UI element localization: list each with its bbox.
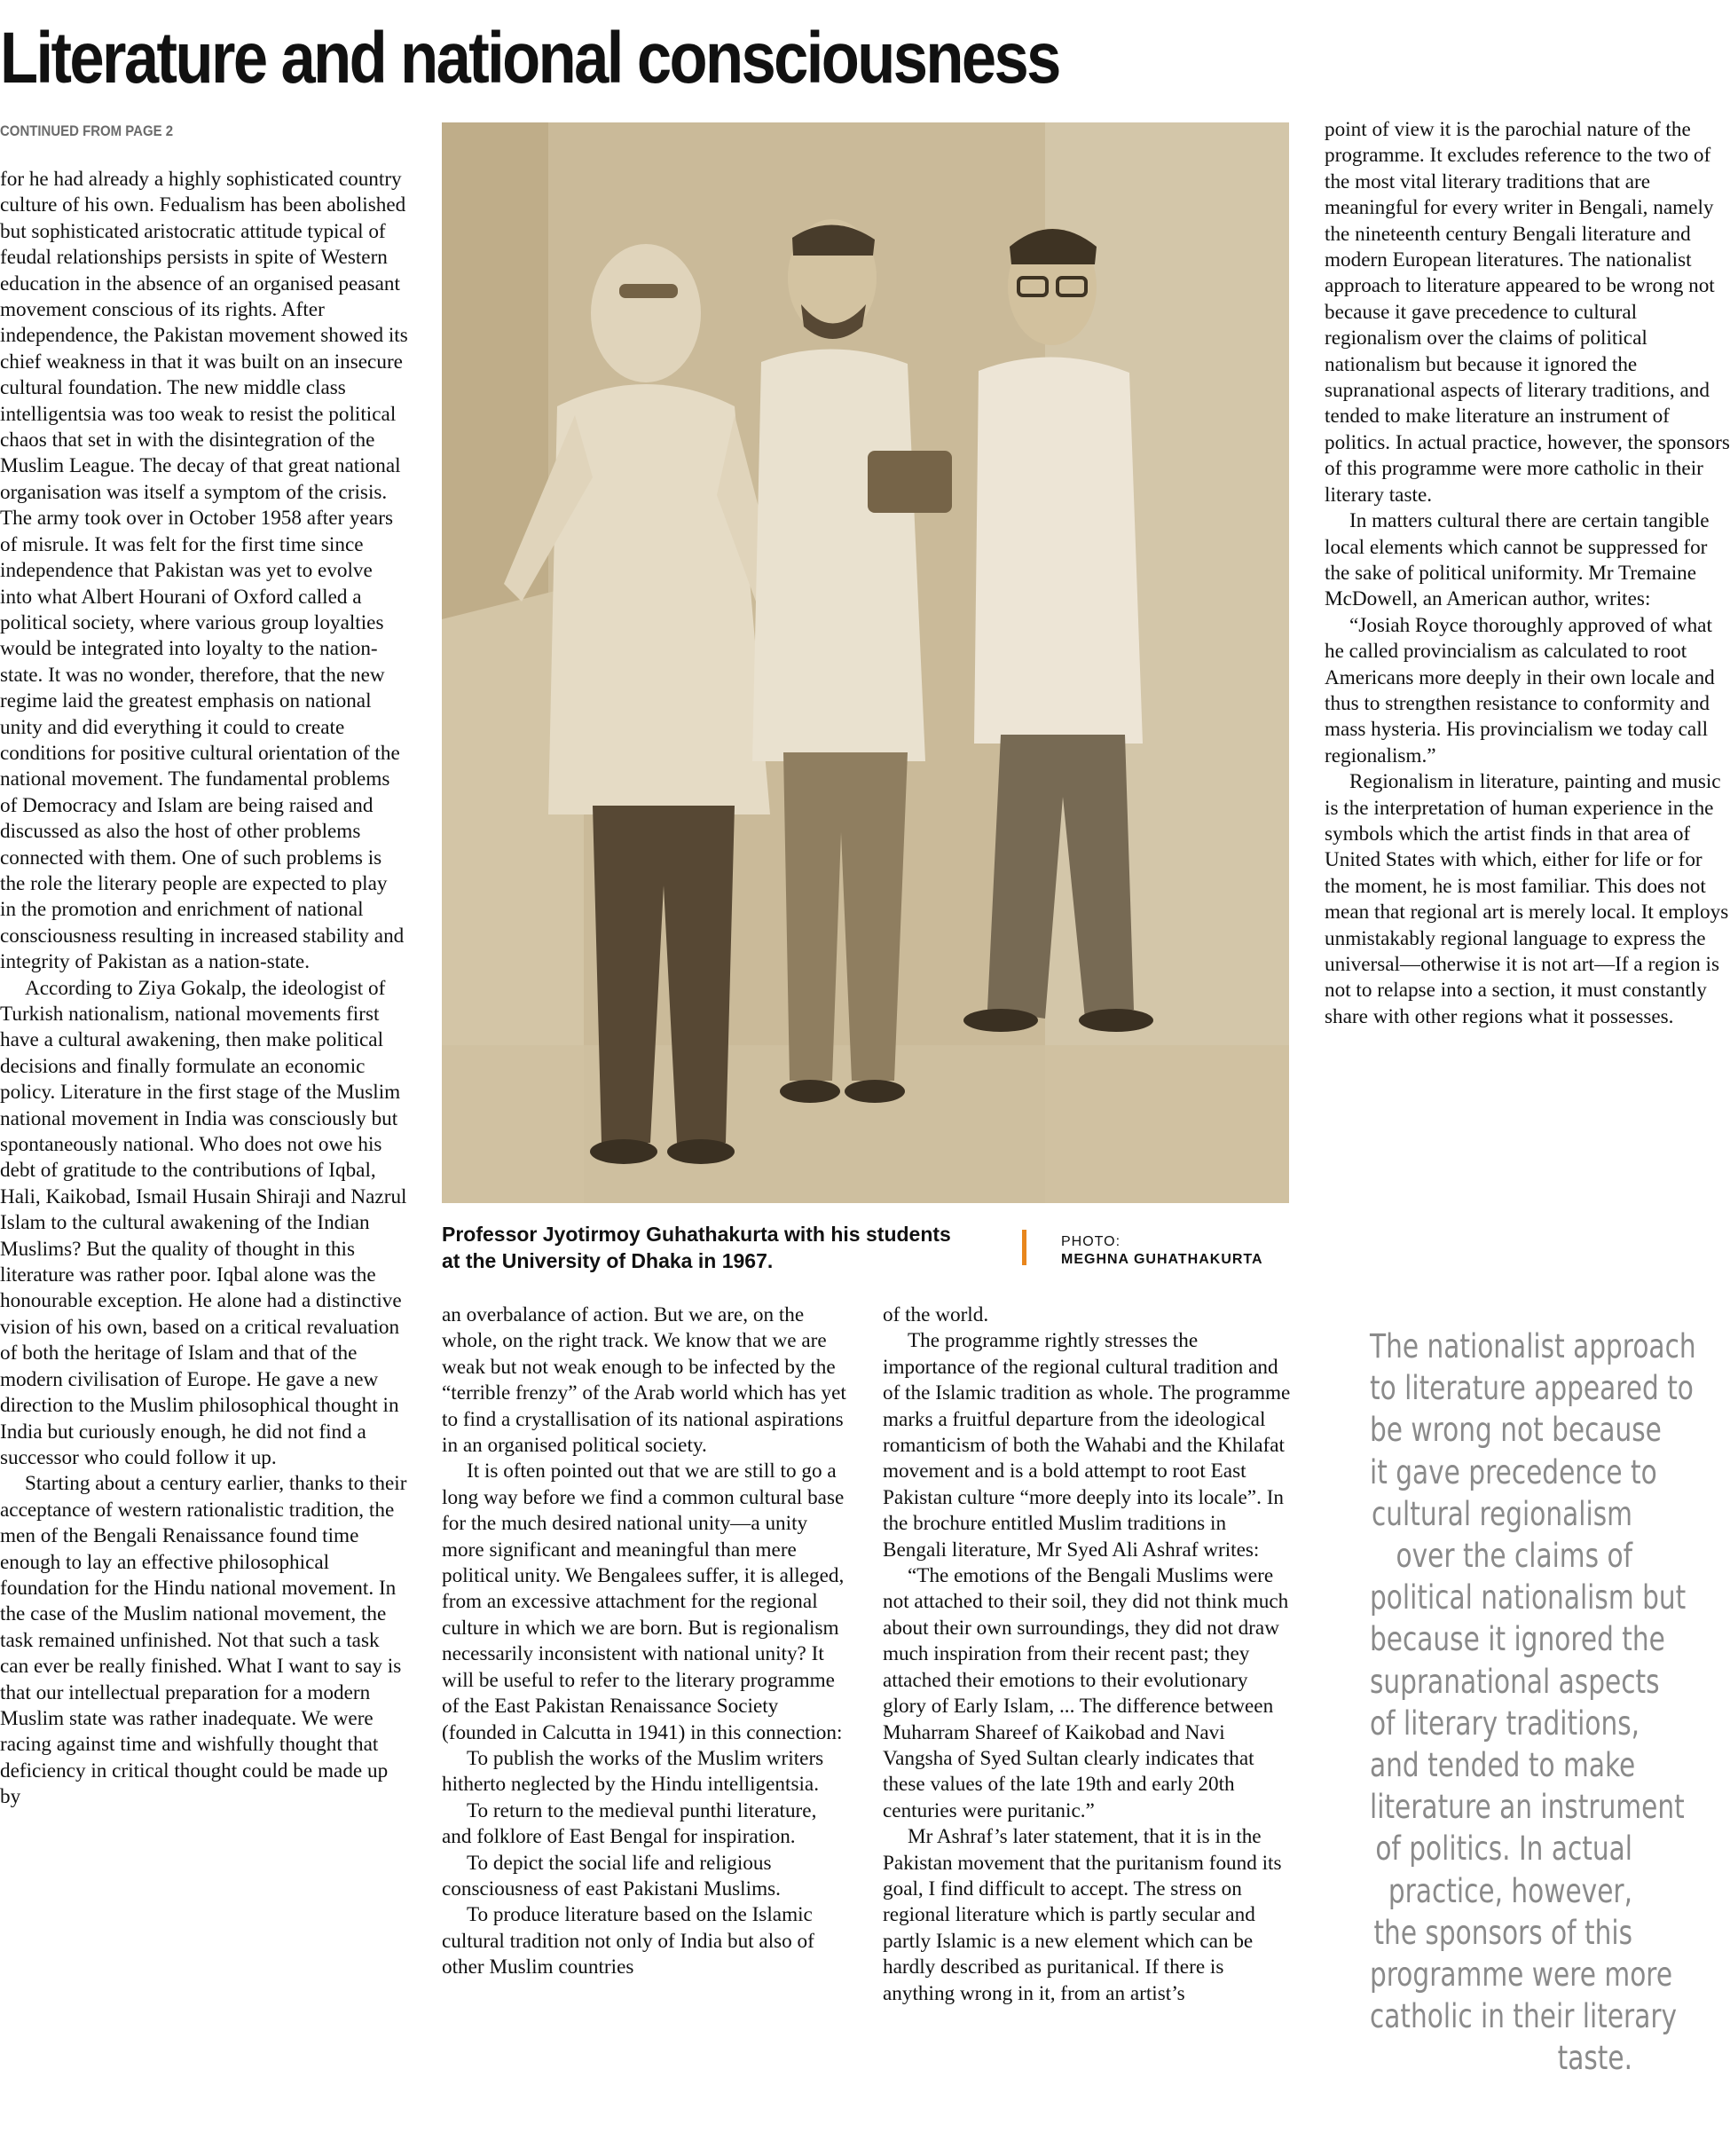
pull-quote-line: The nationalist approach (1370, 1327, 1696, 1365)
paragraph: Regionalism in literature, painting and music is the interpretation of human experience in the symbols which the artist finds in that area of United States with which, either for life or for the moment, he is most familiar. This does not mean that regional art is merely local. It employs unmistakably regional language to express the universal—otherwise it is not art—If a region is not to relapse into a section, it must constantly share with other regions what it possesses. (1325, 770, 1729, 1028)
paragraph: To produce literature based on the Islamic cultural tradition not only of India but also of other Muslim countries (442, 1903, 814, 1979)
credit-name: MEGHNA GUHATHAKURTA (1061, 1252, 1263, 1267)
pull-quote-line: the sponsors of this (1373, 1913, 1632, 1952)
pull-quote-line: and tended to make (1370, 1746, 1636, 1785)
paragraph: “The emotions of the Bengali Muslims were not attached to their soil, they did not think much about their own surroundings, they did not draw much inspiration from their recent past; they attached their emotions to their evolutionary glory of Early Islam, ... The difference between Muharram Shareef of Kaikobad and Navi Vangsha of Syed Sultan clearly indicates that these values of the late 19th and early 20th centuries were puritanic.” (883, 1564, 1289, 1822)
pull-quote-line: to literature appeared to (1370, 1369, 1694, 1408)
paragraph: for he had already a highly sophisticated country culture of his own. Fedualism has been abolished but sophisticated aristocratic attitude typical of feudal relationships persists in spite of Western education in the absence of an organised peasant movement conscious of its rights. After independence, the Pakistan movement showed its chief weakness in that it was built on an insecure cultural foundation. The new middle class intelligentsia was too weak to resist the political chaos that set in with the disintegration of the Muslim League. The decay of that great national organisation was itself a symptom of the crisis. The army took over in October 1958 after years of misrule. It was felt for the first time since independence that Pakistan was yet to evolve into what Albert Hourani of Oxford called a political society, where various group loyalties would be integrated into loyalty to the nation-state. It was no wonder, therefore, that the new regime laid the greatest emphasis on national unity and did everything it could to create conditions for positive cultural orientation of the national movement. The fundamental problems of Democracy and Islam are being raised and discussed as also the host of other problems connected with them. One of such problems is the role the literary people are expected to play in the promotion and enrichment of national consciousness resulting in increased stability and integrity of Pakistan as a nation-state. (0, 168, 408, 974)
article-column-1 (0, 167, 408, 2156)
pull-quote-line: cultural regionalism (1371, 1494, 1632, 1533)
credit-label: PHOTO: (1061, 1234, 1121, 1249)
paragraph: To depict the social life and religious consciousness of east Pakistani Muslims. (442, 1851, 781, 1900)
photo-illustration (442, 122, 1289, 1203)
headline: Literature and national consciousness (0, 18, 1059, 98)
pull-quote-line: taste. (1557, 2039, 1632, 2078)
paragraph: The programme rightly stresses the importance of the regional cultural tradition and of the Islamic tradition as whole. The programme marks a fruitful departure from the ideological romanticism of both the Wahabi and the Khilafat movement and is a bold attempt to root East Pakistan culture “more deeply into its locale”. In the brochure entitled Muslim traditions in Bengali literature, Mr Syed Ali Ashraf writes: (883, 1329, 1291, 1562)
paragraph: of the world. (883, 1303, 989, 1326)
caption-line: Professor Jyotirmoy Guhathakurta with his students (442, 1223, 951, 1246)
pull-quote-line: practice, however, (1388, 1871, 1632, 1910)
pull-quote-line: it gave precedence to (1370, 1452, 1657, 1491)
paragraph: To return to the medieval punthi literature, and folklore of East Bengal for inspiration. (442, 1798, 817, 1849)
pull-quote-line: political nationalism but (1370, 1578, 1687, 1617)
photo-credit (1061, 1233, 1263, 1269)
pull-quote-line: of politics. In actual (1375, 1829, 1632, 1869)
paragraph: “Josiah Royce thoroughly approved of what he called provincialism as calculated to root Americans more deeply in their own locale and thus to strengthen resistance to conformity and mass hysteria. His provincialism we today call regionalism.” (1325, 613, 1715, 767)
pull-quote-line: programme were more (1370, 1955, 1673, 1995)
paragraph: According to Ziya Gokalp, the ideologist of Turkish nationalism, national movements first have a cultural awakening, then make political decisions and finally formulate an economic policy. Literature in the first stage of the Muslim national movement in India was consciously but spontaneously national. Who does not owe his debt of gratitude to the contributions of Iqbal, Hali, Kaikobad, Ismail Husain Shiraji and Nazrul Islam to the cultural awakening of the Indian Muslims? But the quality of thought in this literature was rather poor. Iqbal alone was the honourable exception. He alone had a distinctive vision of his own, based on a critical revaluation of both the heritage of Islam and that of the modern civilisation of Europe. He gave a new direction to the Muslim philosophical thought in India but curiously enough, he did not find a successor who could follow it up. (0, 976, 407, 1469)
continued-from-label: CONTINUED FROM PAGE 2 (0, 122, 174, 139)
pull-quote-line: of literary traditions, (1370, 1704, 1640, 1743)
article-column-3 (883, 1302, 1293, 2156)
pull-quote-line: supranational aspects (1370, 1662, 1660, 1701)
paragraph: point of view it is the parochial nature of the programme. It excludes reference to the two of the most vital literary traditions that are meaningful for every writer in Bengali, namely the nineteenth century Bengali literature and modern European literatures. The nationalist approach to literature appeared to be wrong not because it gave precedence to cultural regionalism over the claims of political nationalism but because it ignored the supranational aspects of literary traditions, and tended to make literature an instrument of politics. In actual practice, however, the sponsors of this programme were more catholic in their literary taste. (1325, 118, 1730, 507)
pull-quote-line: catholic in their literary (1370, 1997, 1678, 2036)
paragraph: To publish the works of the Muslim writers hitherto neglected by the Hindu intelligentsia. (442, 1746, 824, 1797)
article-column-2 (442, 1302, 850, 2156)
pull-quote-line: literature an instrument (1370, 1788, 1685, 1827)
pull-quote-line: over the claims of (1396, 1537, 1632, 1576)
caption-line: at the University of Dhaka in 1967. (442, 1249, 774, 1272)
paragraph: In matters cultural there are certain tangible local elements which cannot be suppressed for the sake of political uniformity. Mr Tremaine McDowell, an American author, writes: (1325, 509, 1710, 611)
article-photo (442, 122, 1289, 1203)
article-column-4 (1325, 117, 1730, 1226)
paragraph: It is often pointed out that we are still to go a long way before we find a common cultural base for the much desired national unity—a unity more significant and meaningful than mere political unity. We Bengalees suffer, it is alleged, from an excessive attachment for the regional culture in which we are born. But is regionalism necessarily inconsistent with national unity? It will be useful to refer to the literary programme of the East Pakistan Renaissance Society (founded in Calcutta in 1941) in this connection: (442, 1460, 845, 1744)
pull-quote (1304, 1326, 1696, 2080)
photo-caption (442, 1221, 965, 1274)
paragraph: Mr Ashraf’s later statement, that it is in the Pakistan movement that the puritanism found its goal, I find difficult to accept. The stress on regional literature which is partly secular and partly Islamic is a new element which can be hardly described as puritanical. If there is anything wrong in it, from an artist’s (883, 1825, 1282, 2005)
credit-divider (1022, 1230, 1026, 1265)
pull-quote-line: because it ignored the (1370, 1620, 1665, 1659)
paragraph: Starting about a century earlier, thanks to their acceptance of western rationalistic tradition, the men of the Bengali Renaissance found time enough to lay an effective philosophical foundation for the Hindu national movement. In the case of the Muslim national movement, the task remained unfinished. Not that such a task can ever be really finished. What I want to say is that our intellectual preparation for a modern Muslim state was rather inadequate. We were racing against time and wishfully thought that deficiency in critical thought could be made up by (0, 1472, 407, 1809)
pull-quote-line: be wrong not because (1370, 1411, 1662, 1450)
paragraph: an overbalance of action. But we are, on the whole, on the right track. We know that we are weak but not weak enough to be infected by the “terrible frenzy” of the Arab world which has yet to find a crystallisation of its national aspirations in an organised political society. (442, 1303, 846, 1458)
